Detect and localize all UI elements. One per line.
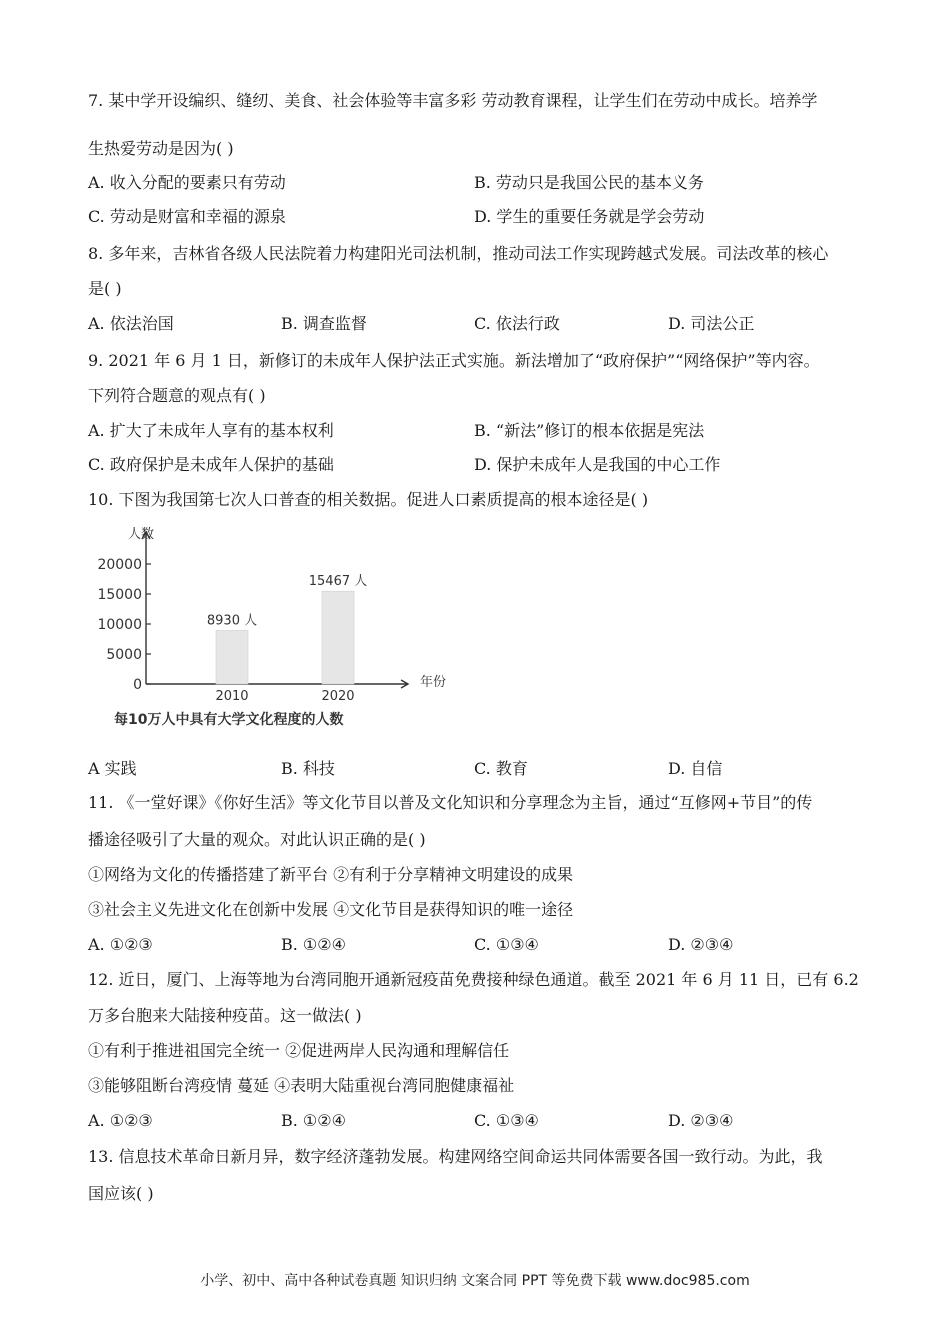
q10-option-a: A 实践 bbox=[88, 759, 137, 778]
q9-stem-cont: 下列符合题意的观点有( ) bbox=[88, 386, 266, 405]
q11-statements-2: ③社会主义先进文化在创新中发展 ④文化节目是获得知识的唯一途径 bbox=[88, 900, 574, 919]
q12-statements-1: ①有利于推进祖国完全统一 ②促进两岸人民沟通和理解信任 bbox=[88, 1041, 510, 1060]
chart-y-tick-label: 15000 bbox=[97, 587, 142, 603]
q11-option-d: D. ②③④ bbox=[668, 935, 734, 954]
chart-ylabel: 人数 bbox=[128, 527, 155, 542]
chart-data-label: 8930 人 bbox=[206, 613, 258, 629]
q11-option-a: A. ①②③ bbox=[88, 935, 153, 954]
q7-stem: 7. 某中学开设编织、缝纫、美食、社会体验等丰富多彩 劳动教育课程，让学生们在劳动中成长。培养学 bbox=[88, 91, 818, 110]
q9-option-b: B. “新法”修订的根本依据是宪法 bbox=[474, 421, 705, 440]
q12-stem-cont: 万多台胞来大陆接种疫苗。这一做法( ) bbox=[88, 1006, 362, 1025]
q11-option-c: C. ①③④ bbox=[474, 935, 539, 954]
chart-y-tick-label: 10000 bbox=[97, 617, 142, 633]
q7-option-c: C. 劳动是财富和幸福的源泉 bbox=[88, 207, 286, 226]
q8-option-a: A. 依法治国 bbox=[88, 314, 174, 333]
q12-option-d: D. ②③④ bbox=[668, 1111, 734, 1130]
chart-xlabel: 年份 bbox=[420, 675, 447, 690]
chart-bar bbox=[216, 630, 248, 684]
q9-option-c: C. 政府保护是未成年人保护的基础 bbox=[88, 455, 334, 474]
q10-option-d: D. 自信 bbox=[668, 759, 723, 778]
education-bar-chart bbox=[97, 522, 468, 744]
q12-stem: 12. 近日，厦门、上海等地为台湾同胞开通新冠疫苗免费接种绿色通道。截至 2021 年 6 月 11 日，已有 6.2 bbox=[88, 970, 859, 989]
q9-option-a: A. 扩大了未成年人享有的基本权利 bbox=[88, 421, 334, 440]
q7-option-d: D. 学生的重要任务就是学会劳动 bbox=[474, 207, 705, 226]
q12-option-b: B. ①②④ bbox=[281, 1111, 346, 1130]
q11-stem-cont: 播途径吸引了大量的观众。对此认识正确的是( ) bbox=[88, 830, 426, 849]
chart-y-tick-label: 0 bbox=[133, 677, 142, 693]
q11-statements-1: ①网络为文化的传播搭建了新平台 ②有利于分享精神文明建设的成果 bbox=[88, 865, 574, 884]
q10-stem: 10. 下图为我国第七次人口普查的相关数据。促进人口素质提高的根本途径是( ) bbox=[88, 490, 649, 509]
q8-option-c: C. 依法行政 bbox=[474, 314, 560, 333]
chart-x-tick-label: 2020 bbox=[321, 689, 355, 704]
q12-option-a: A. ①②③ bbox=[88, 1111, 153, 1130]
q8-stem-cont: 是( ) bbox=[88, 279, 122, 298]
q8-option-d: D. 司法公正 bbox=[668, 314, 755, 333]
q7-stem-cont: 生热爱劳动是因为( ) bbox=[88, 139, 234, 158]
q11-stem: 11. 《一堂好课》《你好生活》等文化节目以普及文化知识和分享理念为主旨，通过“互修网+节目”的传 bbox=[88, 793, 813, 812]
q8-option-b: B. 调查监督 bbox=[281, 314, 367, 333]
page-footer: 小学、初中、高中各种试卷真题 知识归纳 文案合同 PPT 等免费下载 www.doc985.com bbox=[200, 1273, 750, 1289]
chart-caption: 每10万人中具有大学文化程度的人数 bbox=[114, 712, 344, 728]
chart-bar bbox=[322, 591, 354, 684]
q10-option-c: C. 教育 bbox=[474, 759, 528, 778]
q12-option-c: C. ①③④ bbox=[474, 1111, 539, 1130]
chart-y-tick-label: 20000 bbox=[97, 557, 142, 573]
q7-option-b: B. 劳动只是我国公民的基本义务 bbox=[474, 173, 704, 192]
chart-data-label: 15467 人 bbox=[308, 574, 368, 590]
q8-stem: 8. 多年来，吉林省各级人民法院着力构建阳光司法机制，推动司法工作实现跨越式发展。司法改革的核心 bbox=[88, 244, 829, 263]
chart-x-tick-label: 2010 bbox=[215, 689, 249, 704]
q10-option-b: B. 科技 bbox=[281, 759, 335, 778]
q7-option-a: A. 收入分配的要素只有劳动 bbox=[88, 173, 286, 192]
chart-y-tick-label: 5000 bbox=[106, 647, 142, 663]
q13-stem-cont: 国应该( ) bbox=[88, 1184, 154, 1203]
q9-option-d: D. 保护未成年人是我国的中心工作 bbox=[474, 455, 721, 474]
q12-statements-2: ③能够阻断台湾疫情 蔓延 ④表明大陆重视台湾同胞健康福祉 bbox=[88, 1076, 515, 1095]
q13-stem: 13. 信息技术革命日新月异，数字经济蓬勃发展。构建网络空间命运共同体需要各国一致行动。为此，我 bbox=[88, 1147, 823, 1166]
q11-option-b: B. ①②④ bbox=[281, 935, 346, 954]
q9-stem: 9. 2021 年 6 月 1 日，新修订的未成年人保护法正式实施。新法增加了“政府保护”“网络保护”等内容。 bbox=[88, 351, 820, 370]
